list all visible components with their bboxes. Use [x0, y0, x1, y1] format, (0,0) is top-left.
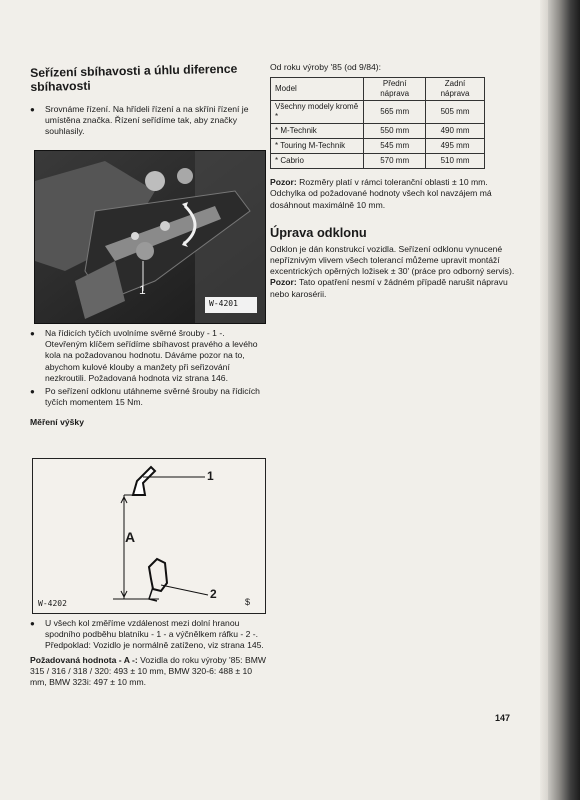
- required-value-paragraph: [30, 655, 270, 689]
- table-cell-model: Všechny modely kromě *: [271, 101, 364, 124]
- photo-illustration: [35, 151, 265, 323]
- table-header-rear: Zadní náprava: [426, 78, 485, 101]
- book-binding-shadow: [548, 0, 580, 800]
- table-cell-front: 550 mm: [364, 124, 426, 139]
- left-column: [30, 61, 266, 688]
- table-header-row: [271, 78, 485, 101]
- required-value-text: Vozidla do roku výroby '85: BMW 315 / 316 / 318 / 320: 493 ± 10 mm, BMW 320-6: 488 ± 10 mm, BMW 323i: 497 ± 10 mm.: [30, 654, 266, 688]
- bullet-adjust-toe: ● Na řídicích tyčích uvolníme svěrné šrouby - 1 -. Otevřeným klíčem seřídíme sbíhavost pravého a levého kola na požadovanou hodnotu. Dáváme pozor na to, abychom kulové klouby a manžety při seřizování nezkroutili. Požadovaná hodnota viz strana 146.: [30, 328, 266, 384]
- photo-steering-rod: [34, 150, 266, 324]
- table-row: [271, 124, 485, 139]
- camber-warning-label: Pozor:: [270, 277, 297, 288]
- table-header-model: Model: [271, 78, 364, 101]
- diagram-drawing: [33, 459, 265, 613]
- table-cell-model: * Cabrio: [271, 154, 364, 169]
- camber-text-1: Odklon je dán konstrukcí vozidla. Seřízení odklonu vynucené nepříznivým vlivem všech tolerancí můžeme upravit montáží excentrických opěrných ložisek ± 30' (práce pro odborný servis).: [270, 243, 515, 277]
- camber-text-2: Tato opatření nesmí v žádném případě narušit nápravu nebo karosérii.: [270, 277, 508, 299]
- table-cell-rear: 490 mm: [426, 124, 485, 139]
- subheading-height: Měření výšky: [30, 417, 84, 428]
- table-row: [271, 139, 485, 154]
- page-number: 147: [495, 713, 511, 723]
- table-cell-model: * Touring M-Technik: [271, 139, 364, 154]
- diagram-mark: $: [245, 597, 251, 607]
- section-title-toe: Seřízení sbíhavosti a úhlu diference sbíhavosti: [30, 61, 238, 94]
- table-row: [271, 101, 485, 124]
- intro-bullet: ● Srovnáme řízení. Na hřídeli řízení a na skříni řízení je umístěna značka. Řízení seřídíme tak, aby značky souhlasily.: [30, 104, 266, 138]
- table-cell-front: 565 mm: [364, 101, 426, 124]
- table-row: [271, 154, 485, 169]
- table-cell-rear: 505 mm: [426, 101, 485, 124]
- right-column: [270, 62, 516, 300]
- model-height-table: [270, 77, 485, 169]
- tolerance-note-text: Rozměry platí v rámci toleranční oblasti ± 10 mm. Odchylka od požadované hodnoty všech kol navzájem má dosáhnout maximálně 10 mm.: [270, 177, 492, 210]
- tolerance-note: [270, 177, 516, 211]
- tolerance-note-label: Pozor:: [270, 177, 297, 188]
- bullet-measure: ● U všech kol změříme vzdálenost mezi dolní hranou spodního podběhu blatníku - 1 - a výčnělkem ráfku - 2 -. Předpoklad: Vozidlo je normálně zatíženo, viz strana 145.: [30, 618, 270, 652]
- photo-code: W-4201: [209, 299, 238, 308]
- diagram-code: W-4202: [38, 599, 67, 608]
- section-title-camber: Úprava odklonu: [270, 224, 367, 240]
- diagram-label-2: 2: [210, 587, 217, 601]
- required-value-label: Požadovaná hodnota - A -:: [30, 654, 138, 665]
- diagram-height-measure: [32, 458, 266, 614]
- table-cell-front: 570 mm: [364, 154, 426, 169]
- bullet-tighten-bolts: ● Po seřízení odklonu utáhneme svěrné šrouby na řídicích tyčích momentem 15 Nm.: [30, 386, 266, 408]
- diagram-label-a: A: [125, 529, 136, 545]
- camber-paragraph: [270, 244, 516, 300]
- photo-label-1: 1: [139, 283, 146, 297]
- table-cell-rear: 510 mm: [426, 154, 485, 169]
- table-cell-front: 545 mm: [364, 139, 426, 154]
- table-cell-rear: 495 mm: [426, 139, 485, 154]
- table-cell-model: * M-Technik: [271, 124, 364, 139]
- diagram-label-1: 1: [207, 469, 214, 483]
- table-header-front: Přední náprava: [364, 78, 426, 101]
- table-caption: Od roku výroby '85 (od 9/84):: [270, 62, 382, 72]
